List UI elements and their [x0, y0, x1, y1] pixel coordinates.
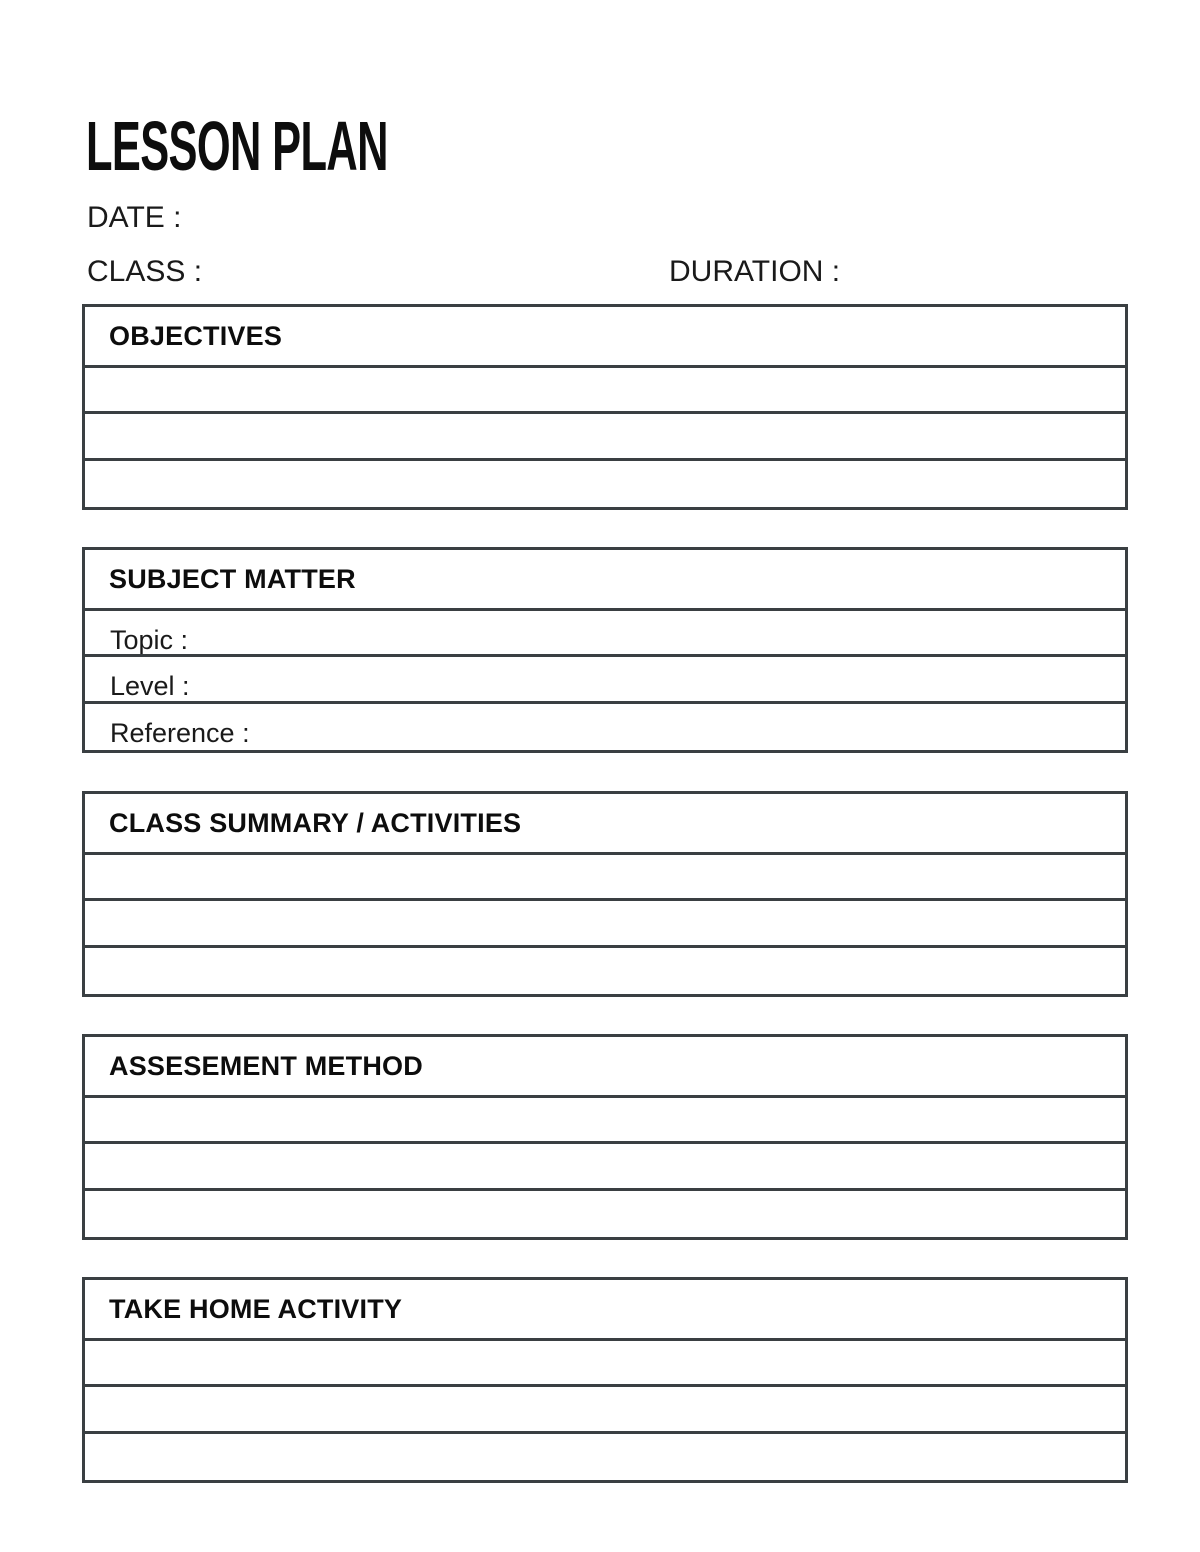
objectives-line[interactable] [85, 414, 1125, 460]
take-home-header [85, 1280, 1125, 1341]
class-summary-section [82, 791, 1128, 997]
class-summary-line[interactable] [85, 901, 1125, 947]
assessment-line[interactable] [85, 1098, 1125, 1144]
date-label: DATE : [87, 201, 182, 234]
objectives-line[interactable] [85, 368, 1125, 414]
topic-field[interactable]: Topic : [85, 611, 1125, 657]
objectives-title: OBJECTIVES [109, 320, 283, 351]
take-home-line[interactable] [85, 1341, 1125, 1387]
objectives-line[interactable] [85, 461, 1125, 507]
assessment-title: ASSESEMENT METHOD [109, 1050, 423, 1081]
objectives-header [85, 307, 1125, 368]
take-home-line[interactable] [85, 1387, 1125, 1433]
class-summary-line[interactable] [85, 948, 1125, 994]
assessment-line[interactable] [85, 1144, 1125, 1190]
subject-matter-header [85, 550, 1125, 611]
assessment-header [85, 1037, 1125, 1098]
take-home-line[interactable] [85, 1434, 1125, 1480]
class-summary-title: CLASS SUMMARY / ACTIVITIES [109, 807, 522, 838]
reference-field[interactable]: Reference : [110, 717, 250, 748]
subject-matter-section [82, 547, 1128, 753]
class-summary-header [85, 794, 1125, 855]
take-home-section [82, 1277, 1128, 1483]
duration-label: DURATION : [669, 255, 841, 288]
assessment-line[interactable] [85, 1191, 1125, 1237]
objectives-section [82, 304, 1128, 510]
take-home-title: TAKE HOME ACTIVITY [109, 1293, 403, 1324]
page-title: LESSON PLAN [86, 107, 388, 185]
subject-matter-title: SUBJECT MATTER [109, 563, 356, 594]
level-field[interactable]: Level : [85, 657, 1125, 703]
assessment-section [82, 1034, 1128, 1240]
class-summary-line[interactable] [85, 855, 1125, 901]
class-label: CLASS : [87, 255, 203, 288]
